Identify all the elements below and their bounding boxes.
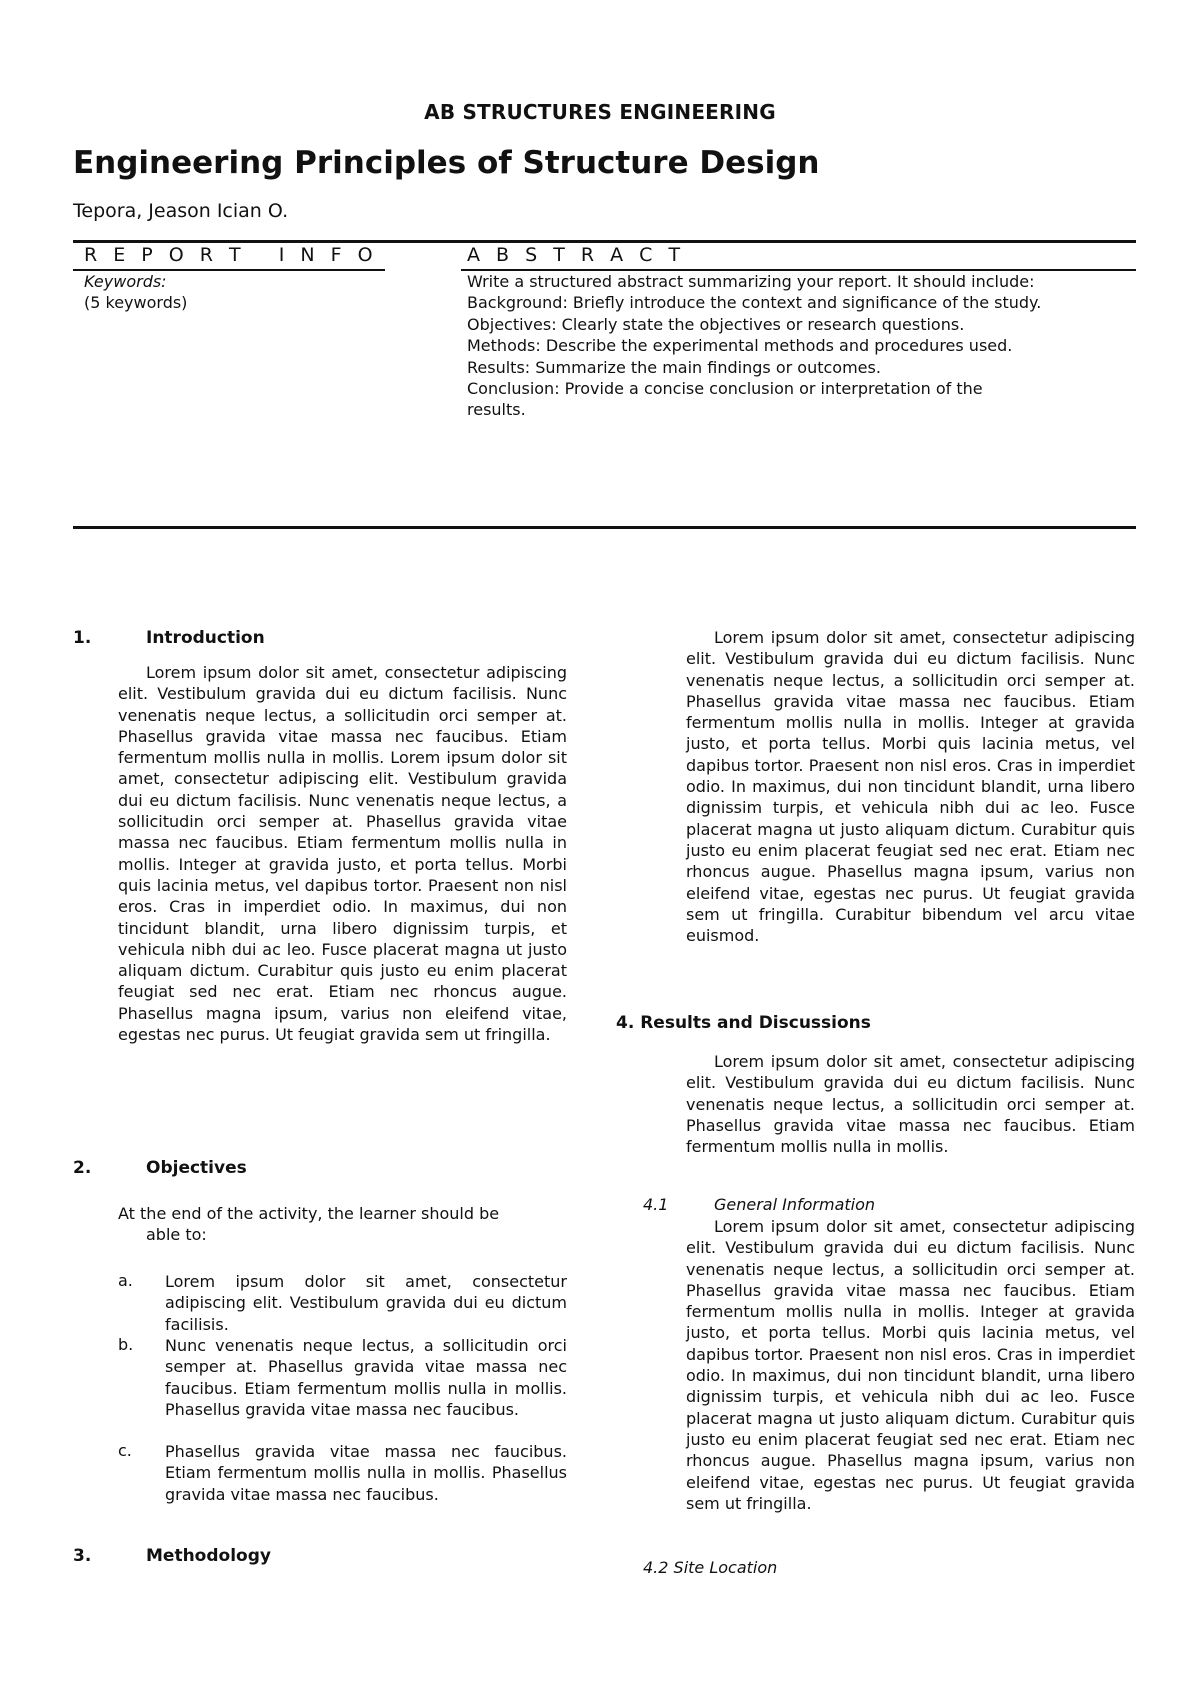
general-information-body	[686, 1216, 1135, 1514]
subsection-number: 4.1	[643, 1195, 669, 1214]
list-item: Lorem ipsum dolor sit amet, consectetur adipiscing elit. Vestibulum gravida dui eu dictum facilisis.	[165, 1272, 567, 1334]
abstract-body	[467, 271, 1127, 421]
keywords-label: Keywords:	[84, 272, 167, 291]
organization-name: AB STRUCTURES ENGINEERING	[424, 100, 776, 124]
objectives-number: 2.	[73, 1158, 92, 1178]
abstract-line: Conclusion: Provide a concise conclusion or interpretation of the	[467, 379, 983, 399]
abstract-line: results.	[467, 400, 526, 420]
abstract-line: Objectives: Clearly state the objectives or research questions.	[467, 314, 965, 334]
introduction-heading: Introduction	[146, 628, 265, 648]
subsection-heading: General Information	[714, 1195, 876, 1214]
introduction-text: Lorem ipsum dolor sit amet, consectetur adipiscing elit. Vestibulum gravida dui eu dictum facilisis. Nunc venenatis neque lectus, a sollicitudin orci semper at. Phasellus gravida vitae massa nec faucibus. Etiam fermentum mollis nulla in mollis. Lorem ipsum dolor sit amet, consectetur adipiscing elit. Vestibulum gravida dui eu dictum facilisis. Nunc venenatis neque lectus, a sollicitudin orci semper at. Phasellus gravida vitae massa nec faucibus. Etiam fermentum mollis nulla in mollis. Integer at gravida justo, et porta tellus. Morbi quis lacinia metus, vel dapibus tortor. Praesent non nisl eros. Cras in imperdiet odio. In maximus, dui non tincidunt blandit, urna libero dignissim turpis, et vehicula nibh dui ac leo. Fusce placerat magna ut justo aliquam dictum. Curabitur quis justo eu enim placerat feugiat sed nec erat. Etiam nec rhoncus augue. Phasellus magna ipsum, varius non eleifend vitae, egestas nec purus. Ut feugiat gravida sem ut fringilla.	[118, 663, 567, 1045]
methodology-number: 3.	[73, 1546, 92, 1566]
abstract-line: Results: Summarize the main findings or outcomes.	[467, 357, 881, 377]
site-location-heading: 4.2 Site Location	[643, 1558, 778, 1577]
methodology-body	[686, 627, 1135, 946]
abstract-line: Write a structured abstract summarizing your report. It should include:	[467, 272, 1035, 291]
document-title: Engineering Principles of Structure Design	[73, 145, 820, 181]
list-item: Nunc venenatis neque lectus, a sollicitudin orci semper at. Phasellus gravida vitae massa nec faucibus. Etiam fermentum mollis nulla in mollis. Phasellus gravida vitae massa nec faucibus.	[165, 1336, 567, 1419]
list-marker: c.	[118, 1441, 132, 1460]
keywords-value: (5 keywords)	[84, 293, 188, 312]
introduction-number: 1.	[73, 628, 92, 648]
objectives-lead-line: At the end of the activity, the learner should be	[118, 1204, 500, 1223]
top-rule	[73, 240, 1136, 243]
methodology-heading: Methodology	[146, 1546, 271, 1566]
abstract-line: Background: Briefly introduce the context and significance of the study.	[467, 293, 1042, 313]
bottom-rule	[73, 526, 1136, 529]
abstract-heading: A B S T R A C T	[467, 244, 686, 266]
results-heading: 4. Results and Discussions	[616, 1013, 871, 1033]
list-marker: b.	[118, 1335, 134, 1354]
results-text: Lorem ipsum dolor sit amet, consectetur adipiscing elit. Vestibulum gravida dui eu dictum facilisis. Nunc venenatis neque lectus, a sollicitudin orci semper at. Phasellus gravida vitae massa nec faucibus. Etiam fermentum mollis nulla in mollis.	[686, 1052, 1135, 1157]
abstract-line: Methods: Describe the experimental methods and procedures used.	[467, 336, 1013, 356]
general-information-text: Lorem ipsum dolor sit amet, consectetur adipiscing elit. Vestibulum gravida dui eu dictum facilisis. Nunc venenatis neque lectus, a sollicitudin orci semper at. Phasellus gravida vitae massa nec faucibus. Etiam fermentum mollis nulla in mollis. Integer at gravida justo, et porta tellus. Morbi quis lacinia metus, vel dapibus tortor. Praesent non nisl eros. Cras in imperdiet odio. In maximus, dui non tincidunt blandit, urna libero dignissim turpis, et vehicula nibh dui ac leo. Fusce placerat magna ut justo aliquam dictum. Curabitur quis justo eu enim placerat feugiat sed nec erat. Etiam nec rhoncus augue. Phasellus magna ipsum, varius non eleifend vitae, egestas nec purus. Ut feugiat gravida sem ut fringilla.	[686, 1217, 1135, 1513]
report-info-heading: R E P O R T I N F O	[84, 244, 378, 266]
results-body	[686, 1051, 1135, 1157]
methodology-text: Lorem ipsum dolor sit amet, consectetur adipiscing elit. Vestibulum gravida dui eu dictum facilisis. Nunc venenatis neque lectus, a sollicitudin orci semper at. Phasellus gravida vitae massa nec faucibus. Etiam fermentum mollis nulla in mollis. Integer at gravida justo, et porta tellus. Morbi quis lacinia metus, vel dapibus tortor. Praesent non nisl eros. Cras in imperdiet odio. In maximus, dui non tincidunt blandit, urna libero dignissim turpis, et vehicula nibh dui ac leo. Fusce placerat magna ut justo aliquam dictum. Curabitur quis justo eu enim placerat feugiat sed nec erat. Etiam nec rhoncus augue. Phasellus magna ipsum, varius non eleifend vitae, egestas nec purus. Ut feugiat gravida sem ut fringilla. Curabitur bibendum vel arcu vitae euismod.	[686, 628, 1135, 946]
objectives-lead-line: able to:	[146, 1225, 207, 1245]
objectives-lead	[118, 1203, 567, 1246]
introduction-body	[118, 662, 567, 1045]
list-marker: a.	[118, 1271, 133, 1290]
list-item: Phasellus gravida vitae massa nec faucibus. Etiam fermentum mollis nulla in mollis. Phasellus gravida vitae massa nec faucibus.	[165, 1442, 567, 1504]
objectives-heading: Objectives	[146, 1158, 247, 1178]
author-name: Tepora, Jeason Ician O.	[73, 200, 289, 222]
